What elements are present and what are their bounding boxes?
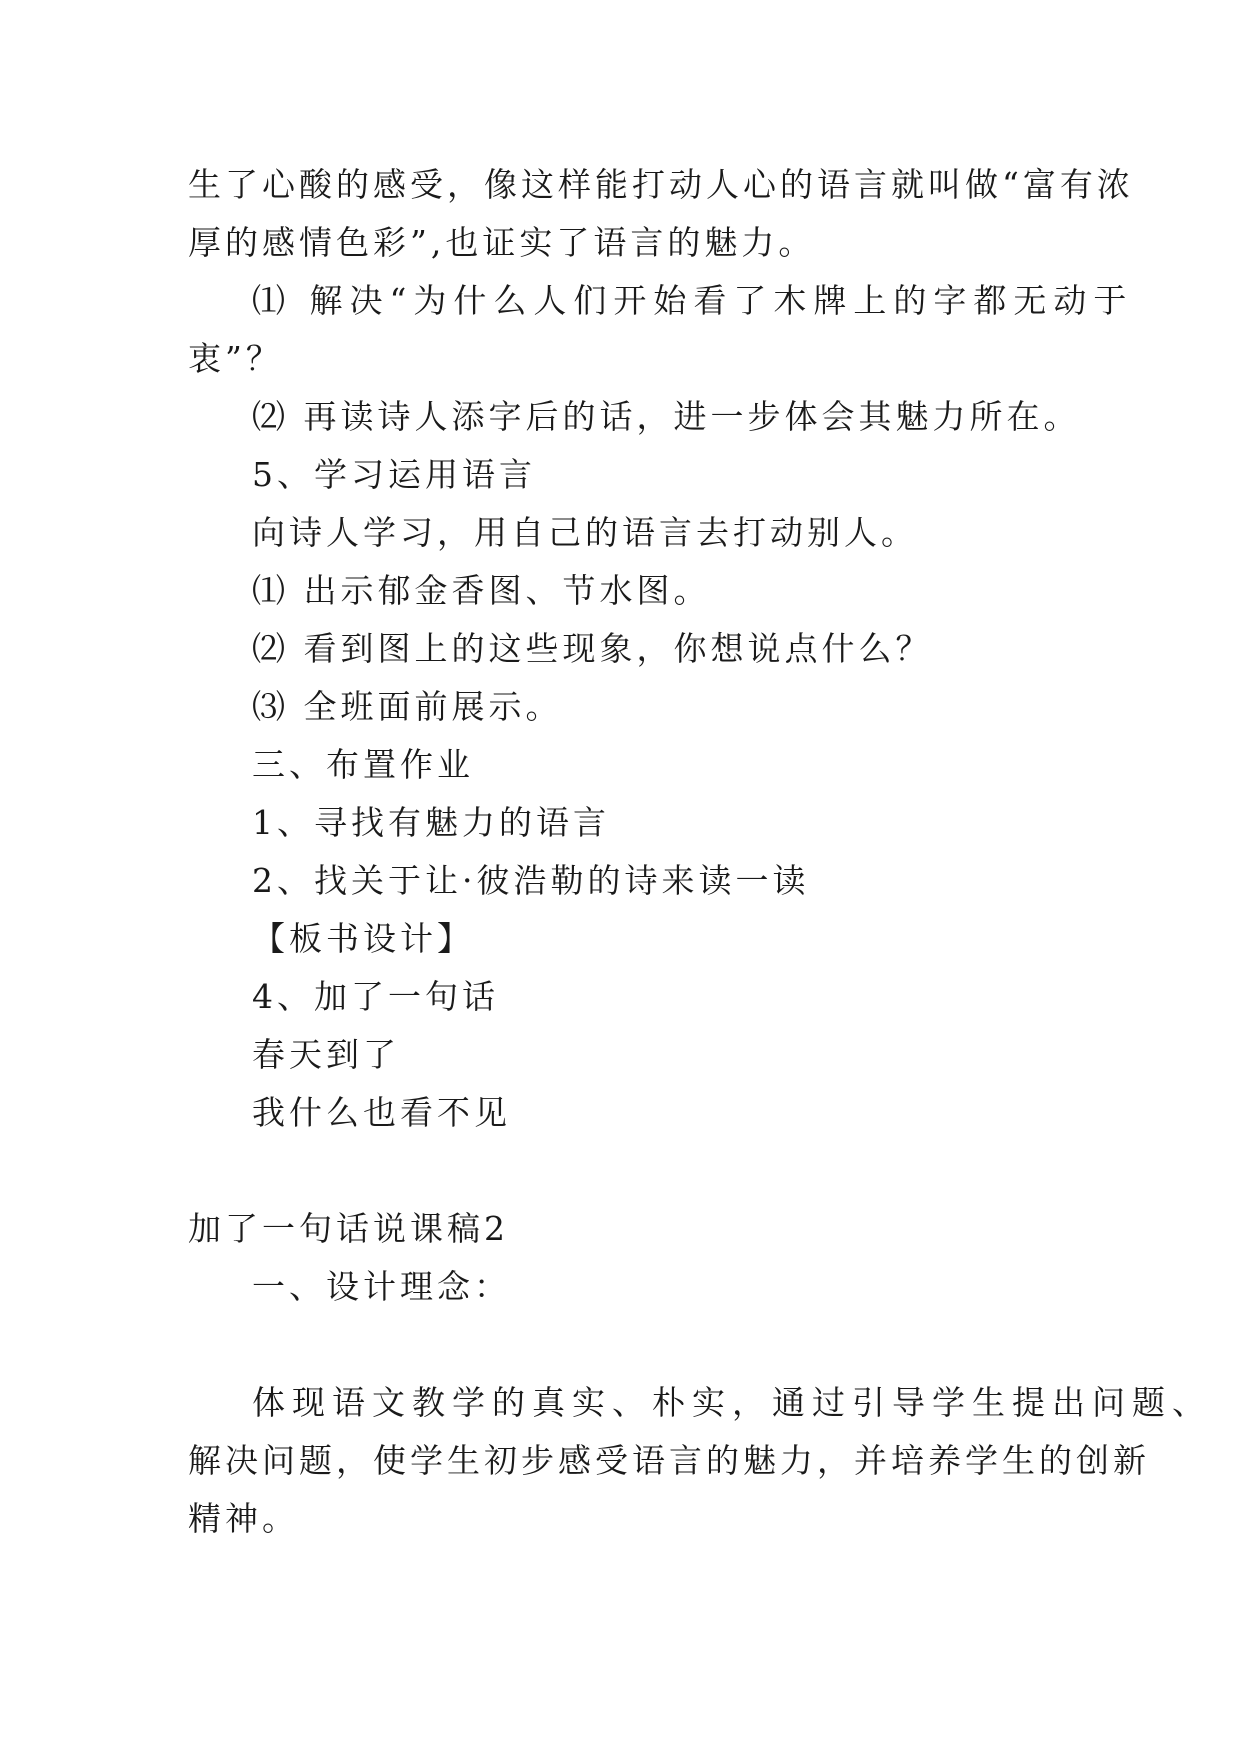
homework-item-2: 2、找关于让·彼浩勒的诗来读一读 xyxy=(252,861,810,900)
homework-heading: 三、布置作业 xyxy=(252,745,474,784)
board-design-heading: 【板书设计】 xyxy=(252,919,474,958)
board-design-line-2: 我什么也看不见 xyxy=(252,1093,511,1132)
section-intro: 向诗人学习，用自己的语言去打动别人。 xyxy=(252,513,918,552)
paragraph-line-1: 生了心酸的感受，像这样能打动人心的语言就叫做“富有浓 xyxy=(188,165,1134,204)
board-design-title: 4、加了一句话 xyxy=(252,977,499,1016)
question-item-1-continued: 衷”？ xyxy=(188,339,283,378)
homework-item-1: 1、寻找有魅力的语言 xyxy=(252,803,610,842)
design-concept-line-2: 解决问题，使学生初步感受语言的魅力，并培养学生的创新 xyxy=(188,1441,1150,1480)
design-concept-line-3: 精神。 xyxy=(188,1499,299,1538)
activity-item-2: ⑵ 看到图上的这些现象，你想说点什么？ xyxy=(252,629,933,668)
board-design-line-1: 春天到了 xyxy=(252,1035,400,1074)
activity-item-1: ⑴ 出示郁金香图、节水图。 xyxy=(252,571,711,610)
design-concept-line-1: 体现语文教学的真实、朴实，通过引导学生提出问题、 xyxy=(252,1383,1212,1422)
section-heading-5: 5、学习运用语言 xyxy=(252,455,536,494)
activity-item-3: ⑶ 全班面前展示。 xyxy=(252,687,563,726)
design-concept-heading: 一、设计理念： xyxy=(252,1267,511,1306)
paragraph-line-2: 厚的感情色彩”,也证实了语言的魅力。 xyxy=(188,223,816,262)
question-item-2: ⑵ 再读诗人添字后的话，进一步体会其魅力所在。 xyxy=(252,397,1081,436)
document-section-title: 加了一句话说课稿2 xyxy=(188,1209,509,1248)
question-item-1: ⑴ 解决“为什么人们开始看了木牌上的字都无动于 xyxy=(252,281,1134,320)
